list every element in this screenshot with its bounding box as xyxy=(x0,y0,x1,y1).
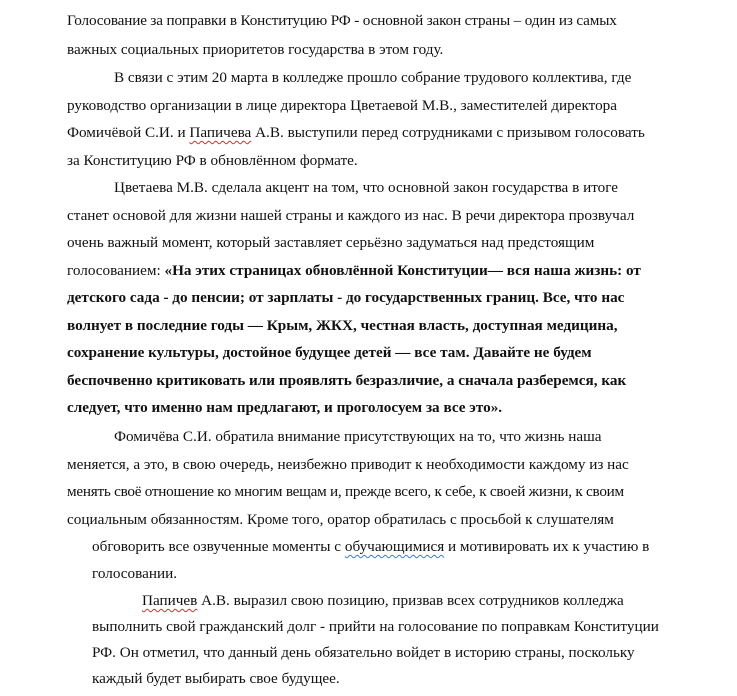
quote-text: «На этих страницах обновлённой Конституции— вся наша жизнь: от xyxy=(164,262,641,279)
text-line: менять своё отношение ко многим вещам и, прежде всего, к себе, к своей жизни, к своим xyxy=(67,483,624,500)
text-line xyxy=(67,123,645,143)
text-line: В связи с этим 20 марта в колледже прошло собрание трудового коллектива, где xyxy=(114,69,632,86)
quote-text: волнует в последние годы — Крым, ЖКХ, честная власть, доступная медицина, xyxy=(67,317,618,334)
text-line: каждый будет выбирать свое будущее. xyxy=(92,670,340,687)
text-fragment: обговорить все озвученные моменты с xyxy=(92,538,345,555)
text-line: голосовании. xyxy=(92,565,178,582)
text-fragment: А.В. выступили перед сотрудниками с призывом голосовать xyxy=(251,124,645,141)
spellcheck-flagged-word[interactable]: Папичев xyxy=(142,592,198,609)
quote-text: беспочвенно критиковать или проявлять безразличие, а сначала разберемся, как xyxy=(67,372,627,389)
text-line: Голосование за поправки в Конституцию РФ - основной закон страны – один из самых xyxy=(67,12,617,29)
text-line: за Конституцию РФ в обновлённом формате. xyxy=(67,152,358,169)
text-fragment: и мотивировать их к участию в xyxy=(444,538,650,555)
text-fragment: Фомичёвой С.И. и xyxy=(67,124,190,141)
text-fragment: голосованием: xyxy=(67,262,165,279)
text-line: очень важный момент, который заставляет серьёзно задуматься над предстоящим xyxy=(67,234,595,251)
text-fragment: А.В. выразил свою позицию, призвав всех сотрудников колледжа xyxy=(197,592,624,609)
spellcheck-flagged-word[interactable]: Папичева xyxy=(189,124,252,141)
text-line xyxy=(92,537,649,557)
text-line: меняется, а это, в свою очередь, неизбежно приводит к необходимости каждому из нас xyxy=(67,456,629,473)
quote-text: детского сада - до пенсии; от зарплаты - до государственных границ. Все, что нас xyxy=(67,289,625,306)
grammar-flagged-word[interactable]: обучающимися xyxy=(344,538,445,555)
text-line: руководство организации в лице директора Цветаевой М.В., заместителей директора xyxy=(67,97,618,114)
text-line: Фомичёва С.И. обратила внимание присутствующих на то, что жизнь наша xyxy=(114,428,602,445)
quote-text: сохранение культуры, достойное будущее детей — все там. Давайте не будем xyxy=(67,344,592,361)
text-line: важных социальных приоритетов государства в этом году. xyxy=(67,41,444,58)
text-line xyxy=(142,591,624,611)
text-line: Цветаева М.В. сделала акцент на том, что основной закон государства в итоге xyxy=(114,179,618,196)
quote-text: следует, что именно нам предлагают, и проголосуем за все это». xyxy=(67,399,503,416)
text-line: РФ. Он отметил, что данный день обязательно войдет в историю страны, поскольку xyxy=(92,644,635,661)
text-line xyxy=(67,261,641,281)
text-line: социальным обязанностям. Кроме того, оратор обратилась с просьбой к слушателям xyxy=(67,511,614,528)
text-line: выполнить свой гражданский долг - прийти на голосование по поправкам Конституции xyxy=(92,618,659,635)
text-line: станет основой для жизни нашей страны и каждого из нас. В речи директора прозвучал xyxy=(67,207,635,224)
